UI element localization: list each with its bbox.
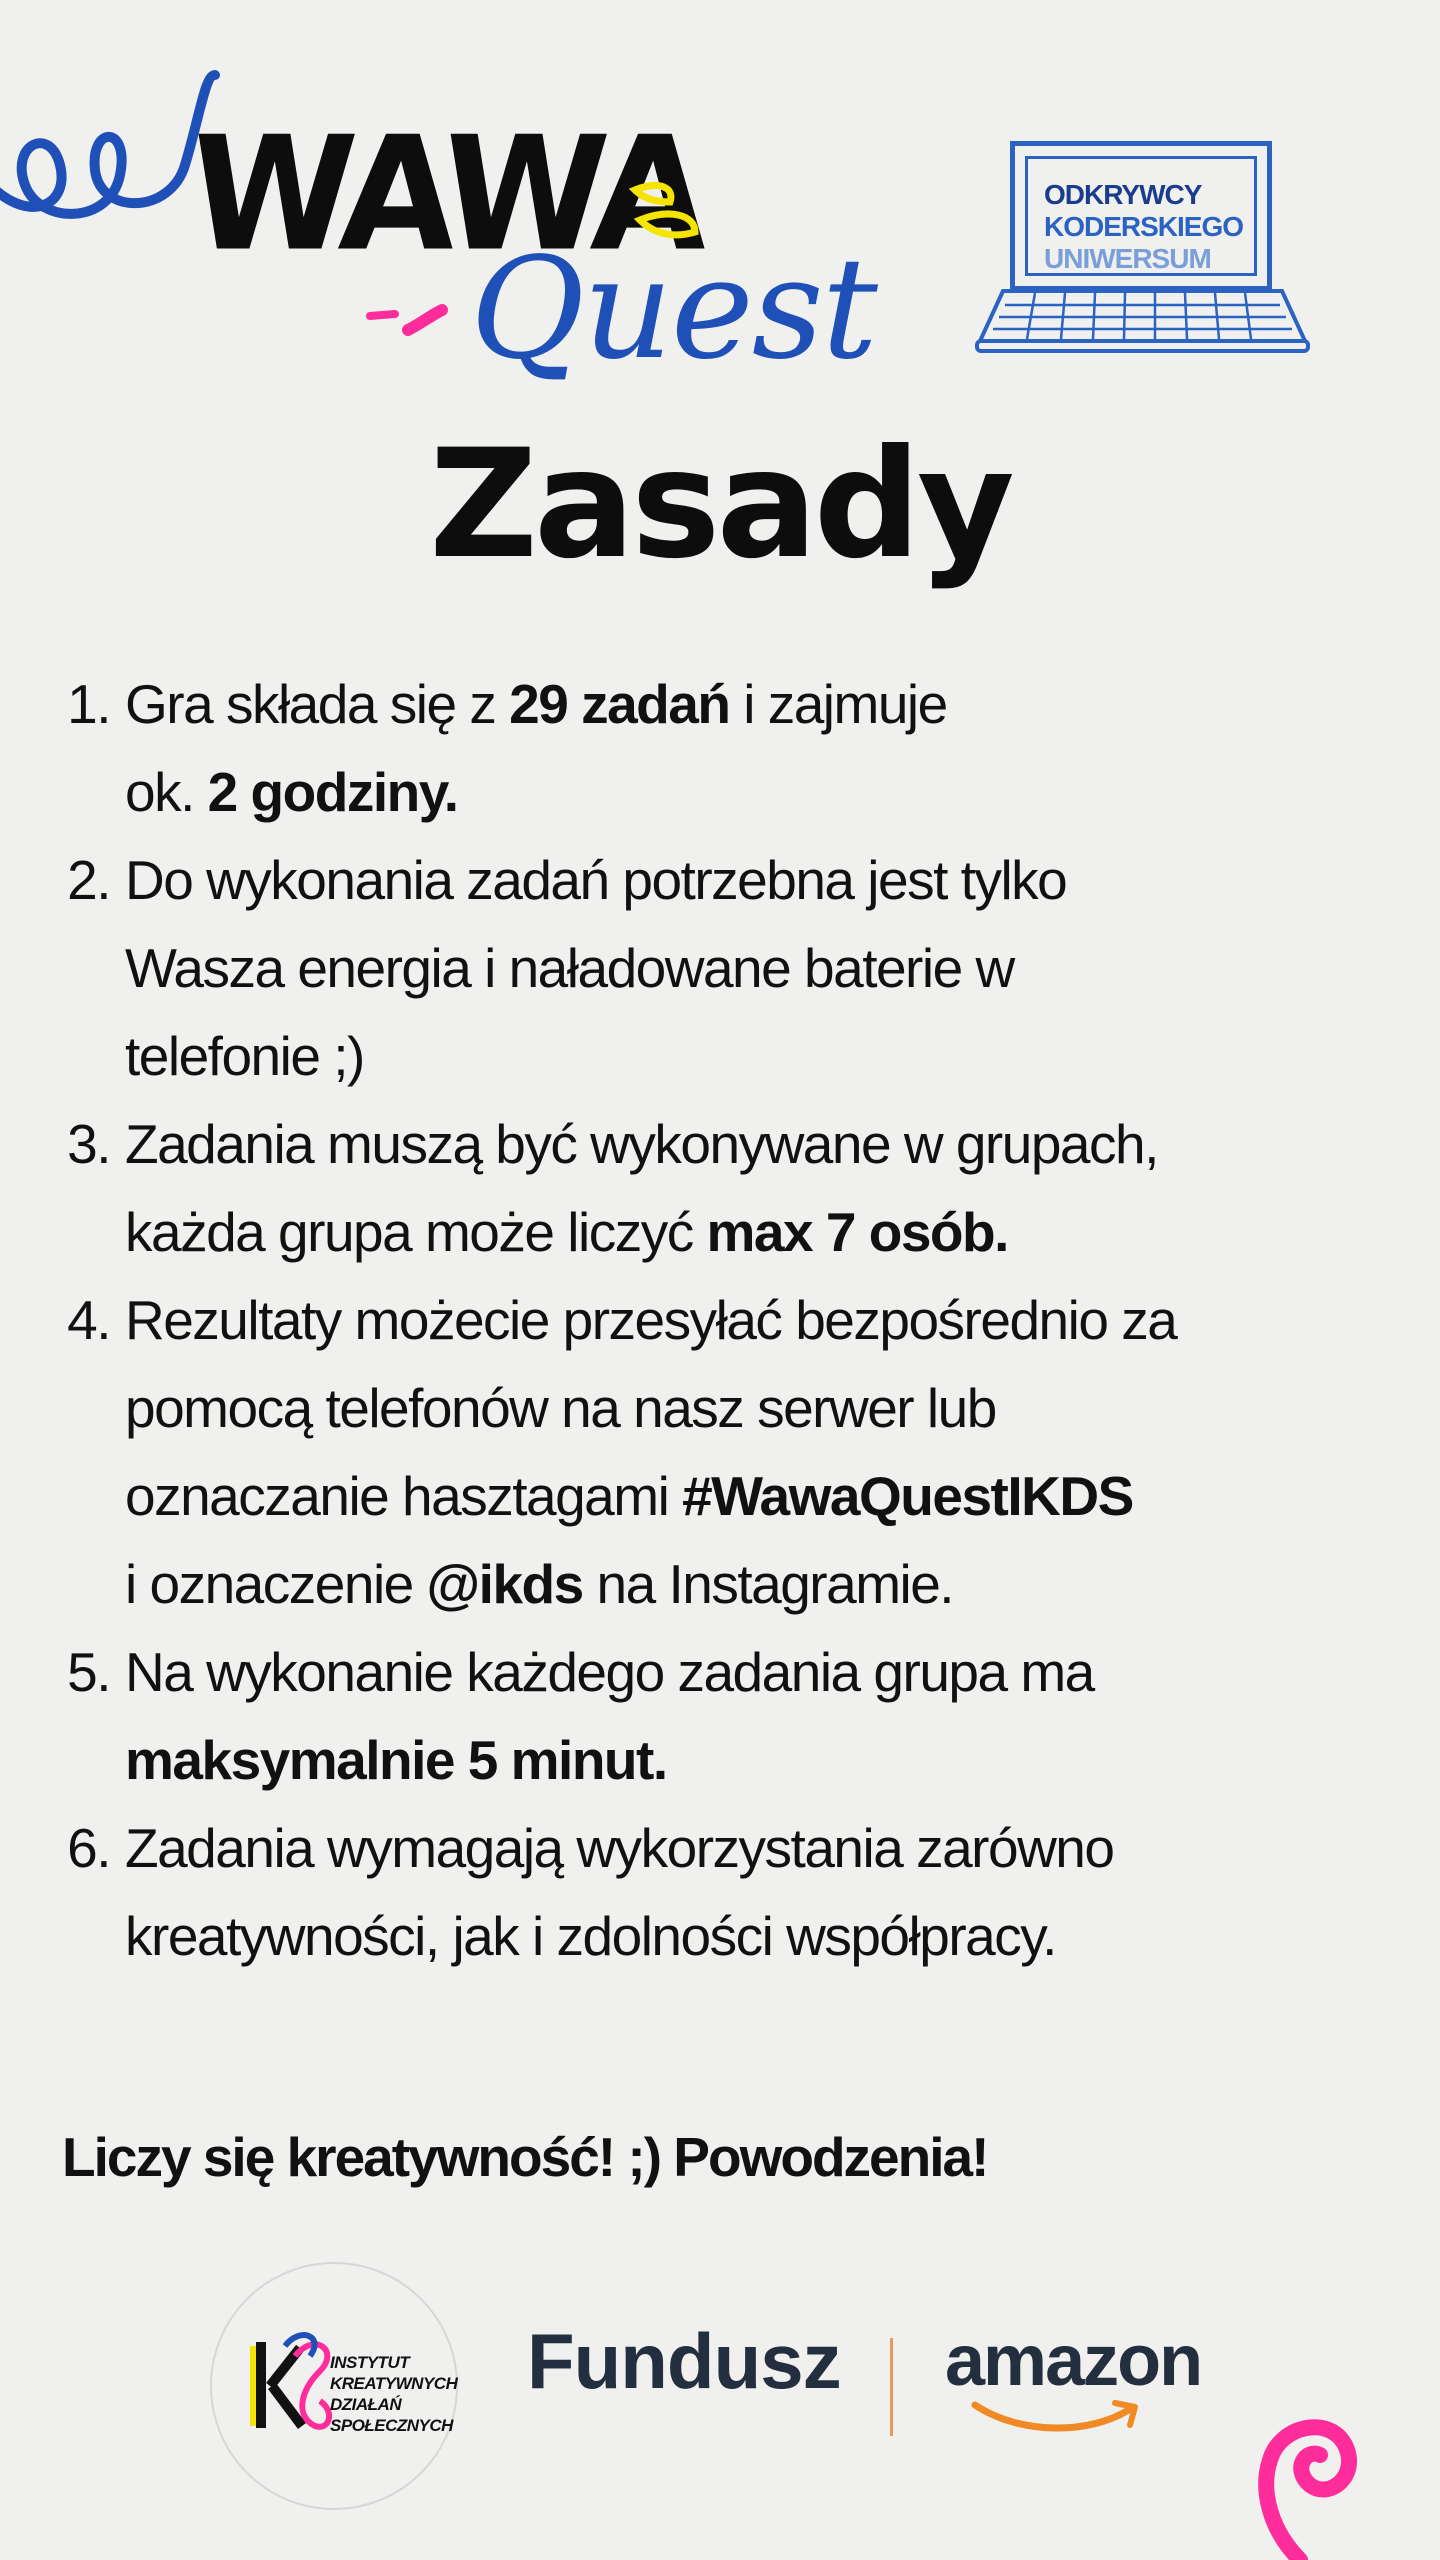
rule-number: 3. (67, 1113, 110, 1175)
quest-logo-word: Quest (470, 228, 876, 391)
rule-text: Na wykonanie każdego zadania grupa ma (125, 1641, 1094, 1703)
partner-logo-line-2: KODERSKIEGO (1044, 211, 1244, 242)
rule-emphasis: max 7 osób. (706, 1201, 1008, 1263)
rule-text: pomocą telefonów na nasz serwer lub (125, 1377, 996, 1439)
rule-item (55, 660, 1385, 836)
rule-emphasis: 29 zadań (509, 673, 730, 735)
rule-item (55, 1804, 1385, 1980)
rule-text: Gra składa się z (125, 673, 510, 735)
ikds-line-2: KREATYWNYCH (330, 2374, 458, 2393)
rule-number: 2. (67, 849, 110, 911)
logo-accent-icon (190, 120, 890, 391)
rule-number: 5. (67, 1641, 110, 1703)
rule-number: 6. (67, 1817, 110, 1879)
rule-emphasis: @ikds (426, 1553, 583, 1615)
rule-text: na Instagramie. (582, 1553, 954, 1615)
wawa-quest-logo (183, 103, 890, 391)
page-title: Zasady (429, 418, 1011, 592)
amazon-smile-icon (970, 2395, 1150, 2440)
rule-text: Zadania wymagają wykorzystania zarówno (125, 1817, 1114, 1879)
wawa-logo-word: WAWA (183, 103, 707, 287)
sponsor-fundusz: Fundusz (527, 2317, 841, 2405)
rule-text: Wasza energia i naładowane baterie w (125, 937, 1014, 999)
rule-text: ok. (125, 761, 208, 823)
rule-text: każda grupa może liczyć (125, 1201, 707, 1263)
rule-item (55, 1628, 1385, 1804)
laptop-keyboard-icon (975, 285, 1310, 355)
laptop-screen-frame (1025, 156, 1257, 276)
rule-text: Do wykonania zadań potrzebna jest tylko (125, 849, 1067, 911)
pink-spiral-icon (1220, 2370, 1380, 2560)
ikds-line-1: INSTYTUT (330, 2353, 410, 2372)
rule-number: 4. (67, 1289, 110, 1351)
rule-text: Rezultaty możecie przesyłać bezpośrednio za (125, 1289, 1177, 1351)
rule-text: oznaczanie hasztagami (125, 1465, 683, 1527)
ikds-line-3: DZIAŁAŃ (330, 2395, 402, 2414)
laptop-icon (1010, 141, 1272, 291)
rule-text: telefonie ;) (125, 1025, 364, 1087)
rules-list (55, 660, 1385, 1980)
rule-emphasis: maksymalnie 5 minut. (125, 1729, 667, 1791)
rule-number: 1. (67, 673, 110, 735)
sponsor-divider (890, 2338, 893, 2436)
partner-logo-line-1: ODKRYWCY (1044, 179, 1202, 210)
rule-item (55, 836, 1385, 1100)
rule-text: Zadania muszą być wykonywane w grupach, (125, 1113, 1158, 1175)
rule-item (55, 1100, 1385, 1276)
rule-emphasis: 2 godziny. (207, 761, 458, 823)
ikds-mark-icon (240, 2326, 340, 2446)
rule-text: i oznaczenie (125, 1553, 427, 1615)
ikds-line-4: SPOŁECZNYCH (330, 2416, 453, 2435)
ikds-logo (210, 2262, 458, 2510)
rule-text: kreatywności, jak i zdolności współpracy. (125, 1905, 1056, 1967)
rule-emphasis: #WawaQuestIKDS (682, 1465, 1133, 1527)
closing-message: Liczy się kreatywność! ;) Powodzenia! (62, 2126, 988, 2188)
rule-text: i zajmuje (729, 673, 947, 735)
partner-logo-line-3: UNIWERSUM (1044, 243, 1211, 274)
odkrywcy-koderskiego-uniwersum-logo (975, 135, 1310, 355)
rule-item (55, 1276, 1385, 1628)
ikds-logo-text (330, 2352, 457, 2436)
sponsor-amazon: amazon (945, 2321, 1202, 2401)
